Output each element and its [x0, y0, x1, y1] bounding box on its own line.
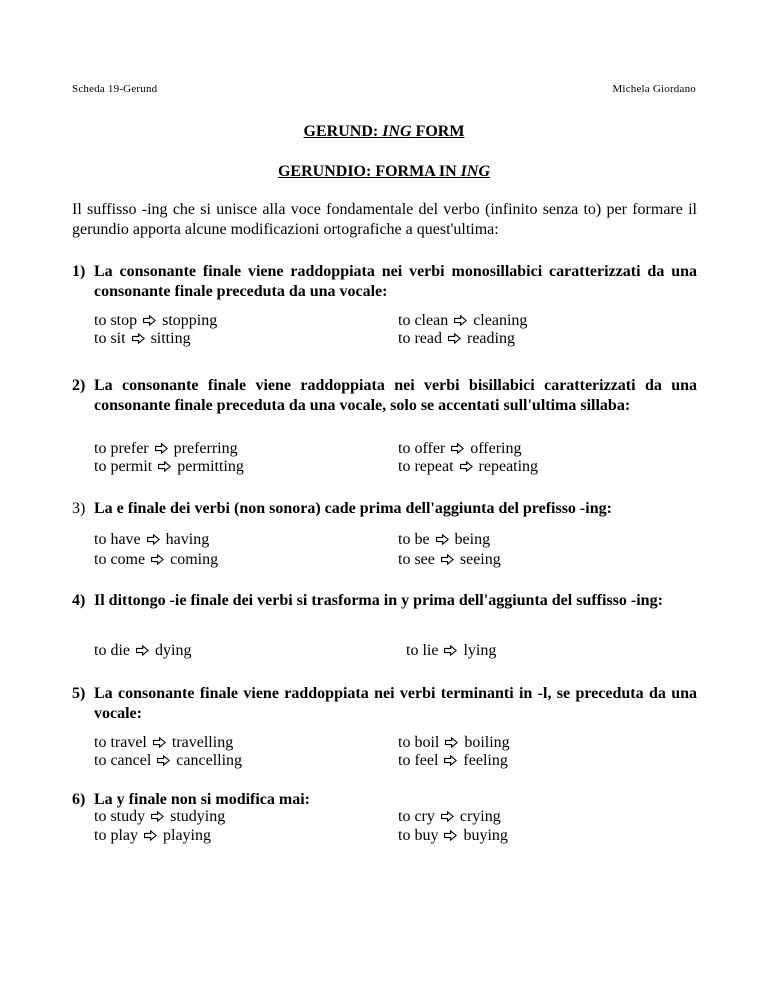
subtitle-text: GERUNDIO: FORMA IN [277, 163, 461, 180]
rule-6 [72, 790, 697, 810]
example-pair [398, 312, 527, 330]
right-arrow-icon [157, 755, 170, 766]
verb-base: to feel [398, 752, 439, 769]
rule-text: La consonante finale viene raddoppiata nei verbi monosillabici caratterizzati da una consonante finale preceduta da una vocale: [94, 263, 697, 300]
rule-5 [72, 684, 697, 724]
right-arrow-icon [155, 443, 168, 454]
verb-base: to have [94, 531, 141, 548]
subtitle-italic: ING [460, 163, 490, 180]
right-arrow-icon [454, 315, 467, 326]
example-pair [94, 827, 211, 845]
rule-2 [72, 376, 697, 416]
example-pair [398, 808, 501, 826]
rule-4 [72, 591, 697, 611]
right-arrow-icon [444, 830, 457, 841]
example-pair [398, 440, 522, 458]
verb-base: to cry [398, 808, 435, 825]
rule-text: Il dittongo -ie finale dei verbi si trasforma in y prima dell'aggiunta del suffisso -ing: [94, 592, 663, 609]
example-pair [94, 531, 209, 549]
example-pair [94, 440, 238, 458]
verb-gerund: permitting [177, 458, 244, 475]
verb-base: to travel [94, 734, 147, 751]
verb-base: to lie [406, 642, 439, 659]
verb-gerund: sitting [150, 330, 191, 347]
example-pair [94, 642, 191, 660]
verb-gerund: crying [459, 808, 501, 825]
verb-gerund: stopping [162, 312, 218, 329]
page-title [0, 123, 768, 141]
example-pair [398, 458, 538, 476]
verb-base: to offer [398, 440, 446, 457]
rule-number: 1) [72, 263, 86, 280]
example-pair [94, 330, 191, 348]
right-arrow-icon [151, 811, 164, 822]
right-arrow-icon [441, 554, 454, 565]
title-text-end: FORM [411, 123, 465, 140]
right-arrow-icon [153, 737, 166, 748]
right-arrow-icon [136, 645, 149, 656]
rule-number: 3) [72, 500, 86, 517]
rule-text: La y finale non si modifica mai: [94, 791, 311, 808]
right-arrow-icon [147, 534, 160, 545]
verb-gerund: reading [466, 330, 515, 347]
verb-gerund: dying [155, 642, 192, 659]
right-arrow-icon [441, 811, 454, 822]
right-arrow-icon [444, 645, 457, 656]
verb-gerund: preferring [173, 440, 238, 457]
verb-base: to cancel [94, 752, 152, 769]
verb-base: to repeat [398, 458, 454, 475]
verb-base: to play [94, 827, 138, 844]
right-arrow-icon [460, 461, 473, 472]
example-pair [94, 551, 218, 569]
verb-gerund: coming [170, 551, 219, 568]
rule-text: La consonante finale viene raddoppiata nei verbi terminanti in -l, se preceduta da una vocale: [94, 685, 697, 722]
header-sheet-label: Scheda 19-Gerund [72, 83, 158, 95]
verb-gerund: lying [463, 642, 497, 659]
right-arrow-icon [445, 737, 458, 748]
verb-base: to buy [398, 827, 439, 844]
verb-gerund: seeing [459, 551, 501, 568]
rule-number: 5) [72, 685, 86, 702]
verb-base: to sit [94, 330, 126, 347]
example-pair [398, 752, 508, 770]
page-subtitle [0, 163, 768, 181]
verb-base: to read [398, 330, 442, 347]
right-arrow-icon [158, 461, 171, 472]
verb-base: to stop [94, 312, 138, 329]
verb-gerund: buying [463, 827, 508, 844]
right-arrow-icon [444, 755, 457, 766]
verb-base: to study [94, 808, 146, 825]
verb-base: to be [398, 531, 430, 548]
right-arrow-icon [151, 554, 164, 565]
verb-base: to prefer [94, 440, 149, 457]
right-arrow-icon [132, 333, 145, 344]
verb-base: to die [94, 642, 130, 659]
verb-gerund: cancelling [176, 752, 243, 769]
verb-gerund: playing [163, 827, 211, 844]
rule-1 [72, 262, 697, 302]
intro-paragraph: Il suffisso -ing che si unisce alla voce fondamentale del verbo (infinito senza to) per formare il gerundio apporta alcune modificazioni ortografiche a quest'ultima: [72, 201, 697, 238]
verb-base: to come [94, 551, 146, 568]
rule-number: 4) [72, 592, 86, 609]
example-pair [406, 642, 496, 660]
right-arrow-icon [448, 333, 461, 344]
title-italic: ING [382, 123, 412, 140]
rule-3 [72, 499, 697, 519]
title-text: GERUND: [303, 123, 383, 140]
verb-gerund: offering [470, 440, 522, 457]
verb-gerund: boiling [464, 734, 510, 751]
verb-gerund: cleaning [473, 312, 528, 329]
example-pair [94, 808, 225, 826]
verb-base: to boil [398, 734, 440, 751]
verb-gerund: repeating [478, 458, 539, 475]
example-pair [94, 752, 242, 770]
rule-number: 2) [72, 377, 86, 394]
verb-gerund: travelling [171, 734, 234, 751]
verb-gerund: being [454, 531, 491, 548]
right-arrow-icon [436, 534, 449, 545]
example-pair [398, 827, 508, 845]
example-pair [398, 551, 501, 569]
verb-gerund: having [165, 531, 210, 548]
right-arrow-icon [143, 315, 156, 326]
verb-base: to see [398, 551, 435, 568]
right-arrow-icon [144, 830, 157, 841]
example-pair [398, 330, 515, 348]
verb-gerund: feeling [463, 752, 508, 769]
rule-text: La consonante finale viene raddoppiata nei verbi bisillabici caratterizzati da una consonante finale preceduta da una vocale, solo se accentati sull'ultima sillaba: [94, 377, 697, 414]
rule-number: 6) [72, 791, 86, 808]
verb-base: to clean [398, 312, 449, 329]
example-pair [94, 734, 233, 752]
verb-base: to permit [94, 458, 153, 475]
example-pair [94, 458, 244, 476]
verb-gerund: studying [170, 808, 226, 825]
example-pair [398, 734, 510, 752]
example-pair [398, 531, 490, 549]
right-arrow-icon [451, 443, 464, 454]
rule-text: La e finale dei verbi (non sonora) cade prima dell'aggiunta del prefisso -ing: [94, 500, 612, 517]
header-author: Michela Giordano [612, 83, 696, 95]
example-pair [94, 312, 217, 330]
